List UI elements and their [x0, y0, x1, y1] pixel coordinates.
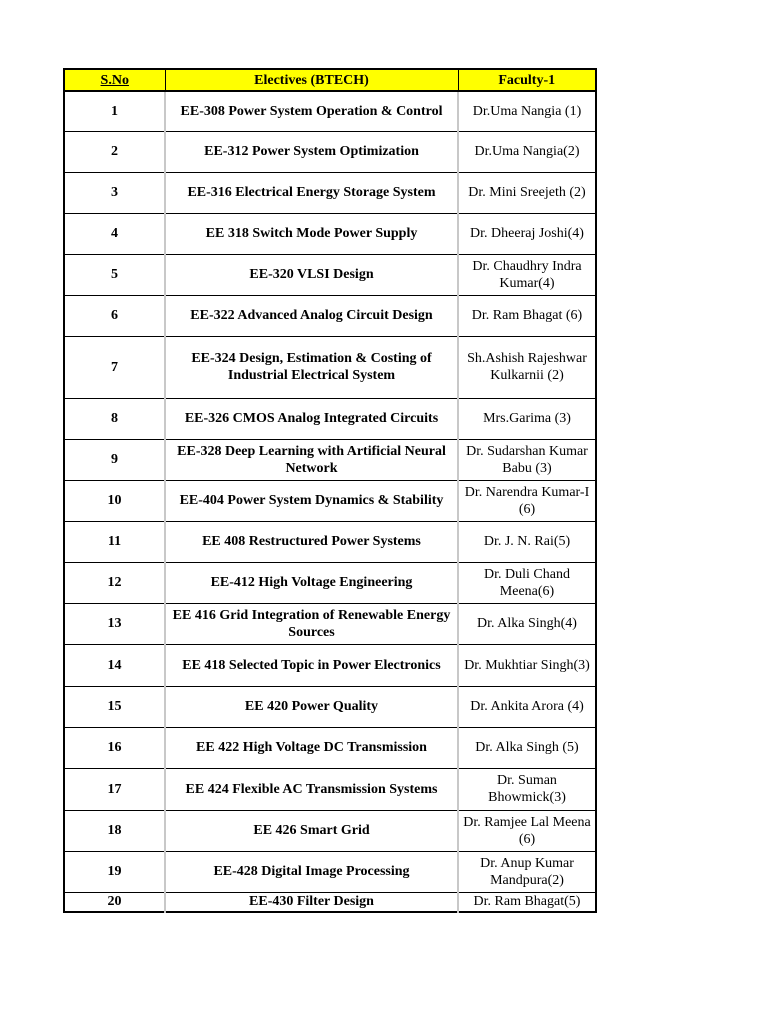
cell-elective: EE-328 Deep Learning with Artificial Neural Network [165, 439, 458, 480]
table-row [64, 562, 596, 603]
cell-sno: 3 [64, 172, 165, 213]
cell-sno: 18 [64, 810, 165, 851]
cell-sno: 13 [64, 603, 165, 644]
cell-elective: EE-316 Electrical Energy Storage System [165, 172, 458, 213]
cell-elective: EE-428 Digital Image Processing [165, 851, 458, 892]
table-body [64, 91, 596, 912]
cell-faculty: Dr. Ankita Arora (4) [458, 686, 596, 727]
cell-faculty: Dr. Chaudhry Indra Kumar(4) [458, 254, 596, 295]
cell-sno: 1 [64, 91, 165, 131]
cell-faculty: Dr. Suman Bhowmick(3) [458, 768, 596, 810]
table-row [64, 91, 596, 131]
cell-sno: 20 [64, 892, 165, 912]
cell-sno: 2 [64, 131, 165, 172]
header-electives: Electives (BTECH) [165, 69, 458, 91]
table-row [64, 295, 596, 336]
table-row [64, 336, 596, 398]
table-row [64, 398, 596, 439]
cell-sno: 5 [64, 254, 165, 295]
header-row [64, 69, 596, 91]
table-row [64, 213, 596, 254]
cell-sno: 10 [64, 480, 165, 521]
cell-sno: 9 [64, 439, 165, 480]
cell-sno: 4 [64, 213, 165, 254]
table-row [64, 521, 596, 562]
cell-sno: 8 [64, 398, 165, 439]
cell-faculty: Dr.Uma Nangia(2) [458, 131, 596, 172]
header-faculty: Faculty-1 [458, 69, 596, 91]
cell-faculty: Dr. Ram Bhagat(5) [458, 892, 596, 912]
table-row [64, 727, 596, 768]
cell-elective: EE 418 Selected Topic in Power Electronics [165, 644, 458, 686]
cell-sno: 6 [64, 295, 165, 336]
table-row [64, 480, 596, 521]
cell-sno: 17 [64, 768, 165, 810]
cell-faculty: Dr.Uma Nangia (1) [458, 91, 596, 131]
cell-elective: EE-412 High Voltage Engineering [165, 562, 458, 603]
table-row [64, 768, 596, 810]
cell-elective: EE 416 Grid Integration of Renewable Energy Sources [165, 603, 458, 644]
cell-faculty: Dr. Ram Bhagat (6) [458, 295, 596, 336]
cell-sno: 12 [64, 562, 165, 603]
cell-elective: EE 422 High Voltage DC Transmission [165, 727, 458, 768]
cell-sno: 14 [64, 644, 165, 686]
cell-elective: EE-308 Power System Operation & Control [165, 91, 458, 131]
cell-faculty: Dr. Narendra Kumar-I (6) [458, 480, 596, 521]
table-row [64, 603, 596, 644]
cell-faculty: Dr. Mukhtiar Singh(3) [458, 644, 596, 686]
electives-table [63, 68, 597, 913]
cell-elective: EE 408 Restructured Power Systems [165, 521, 458, 562]
cell-elective: EE 420 Power Quality [165, 686, 458, 727]
cell-faculty: Dr. Ramjee Lal Meena (6) [458, 810, 596, 851]
cell-faculty: Dr. Anup Kumar Mandpura(2) [458, 851, 596, 892]
cell-elective: EE-312 Power System Optimization [165, 131, 458, 172]
table-row [64, 254, 596, 295]
table-row [64, 172, 596, 213]
cell-sno: 11 [64, 521, 165, 562]
cell-faculty: Dr. Duli Chand Meena(6) [458, 562, 596, 603]
table-row [64, 686, 596, 727]
cell-elective: EE-320 VLSI Design [165, 254, 458, 295]
table-row [64, 439, 596, 480]
table-row [64, 851, 596, 892]
cell-faculty: Dr. Sudarshan Kumar Babu (3) [458, 439, 596, 480]
cell-elective: EE 318 Switch Mode Power Supply [165, 213, 458, 254]
cell-faculty: Dr. Alka Singh (5) [458, 727, 596, 768]
cell-faculty: Dr. Dheeraj Joshi(4) [458, 213, 596, 254]
table-row [64, 131, 596, 172]
cell-sno: 19 [64, 851, 165, 892]
cell-sno: 16 [64, 727, 165, 768]
cell-faculty: Dr. Alka Singh(4) [458, 603, 596, 644]
cell-elective: EE 426 Smart Grid [165, 810, 458, 851]
cell-faculty: Mrs.Garima (3) [458, 398, 596, 439]
cell-faculty: Dr. J. N. Rai(5) [458, 521, 596, 562]
cell-sno: 15 [64, 686, 165, 727]
cell-elective: EE 424 Flexible AC Transmission Systems [165, 768, 458, 810]
cell-faculty: Sh.Ashish Rajeshwar Kulkarnii (2) [458, 336, 596, 398]
cell-sno: 7 [64, 336, 165, 398]
cell-elective: EE-404 Power System Dynamics & Stability [165, 480, 458, 521]
cell-elective: EE-324 Design, Estimation & Costing of Industrial Electrical System [165, 336, 458, 398]
cell-elective: EE-322 Advanced Analog Circuit Design [165, 295, 458, 336]
electives-sheet [63, 68, 595, 913]
table-row [64, 892, 596, 912]
table-row [64, 644, 596, 686]
cell-elective: EE-326 CMOS Analog Integrated Circuits [165, 398, 458, 439]
cell-elective: EE-430 Filter Design [165, 892, 458, 912]
table-row [64, 810, 596, 851]
cell-faculty: Dr. Mini Sreejeth (2) [458, 172, 596, 213]
header-sno: S.No [64, 69, 165, 91]
